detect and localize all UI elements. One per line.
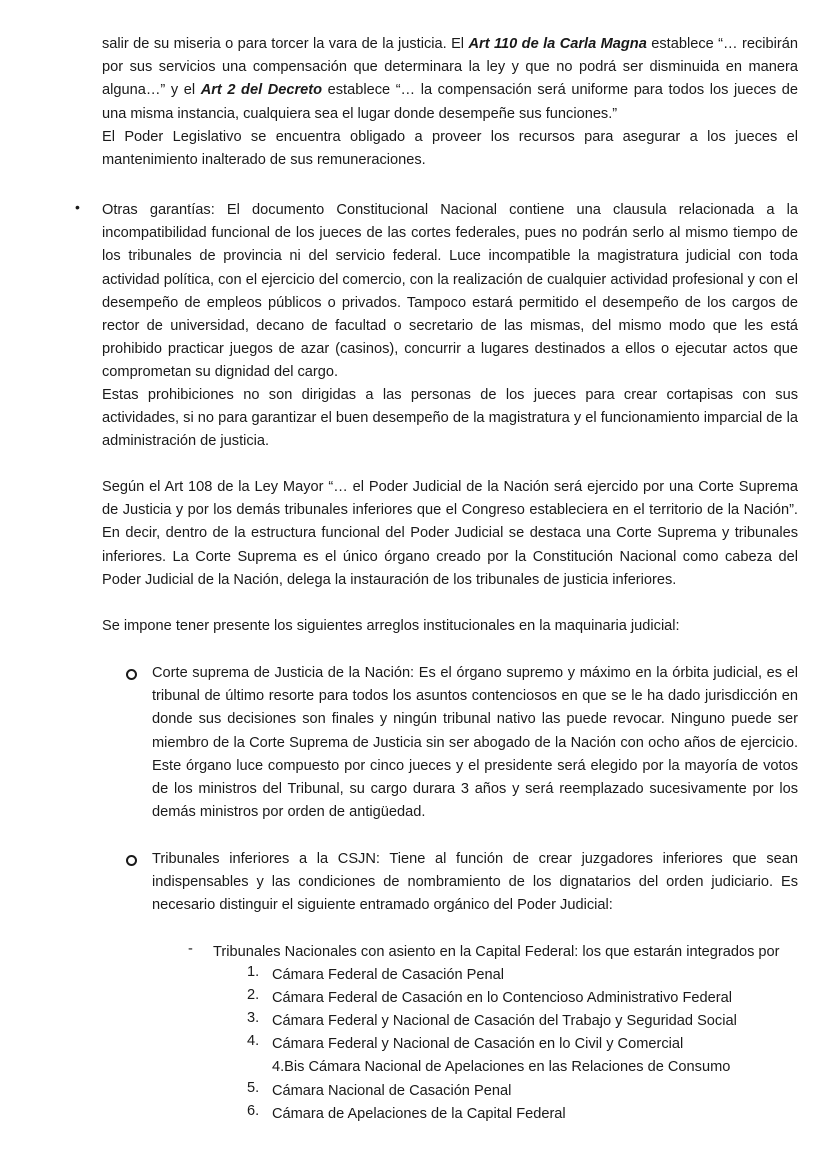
list-item: Cámara Nacional de Casación Penal <box>272 1083 512 1099</box>
paragraph-corte-suprema: Corte suprema de Justicia de la Nación: Es el órgano supremo y máximo en la órbita judicial, es el tribunal de último resorte para todos los asuntos contenciosos en que se le ha dado jurisdicción en donde sus decisiones son finales y ningún tribunal nativo las puede revocar. Ninguno puede ser miembro de la Corte Suprema de Justicia sin ser abogado de la Nación con ocho años de ejercicio. Este órgano luce compuesto por cinco jueces y el presidente será elegido por la mayoría de votos de los ministros del Tribunal, su cargo durara 3 años y será reemplazado sucesivamente por los demás ministros por orden de antigüedad. <box>152 665 798 821</box>
paragraph-remuneration <box>102 33 798 126</box>
paragraph-prohibitions: Estas prohibiciones no son dirigidas a las personas de los jueces para crear cortapisas con sus actividades, si no para garantizar el buen desempeño de la magistratura y el funcionamiento imparcial de la administración de justicia. <box>102 387 798 450</box>
list-number: 1. <box>247 964 260 980</box>
text-run: establece “… recibirán por sus servicios una compensación que determinara la ley y que no podrá ser disminuida en manera alguna…” y el <box>102 36 798 99</box>
list-number: 6. <box>247 1103 260 1119</box>
paragraph-legislative: El Poder Legislativo se encuentra obligado a proveer los recursos para asegurar a los jueces el mantenimiento inalterado de sus remuneraciones. <box>102 129 798 169</box>
circle-bullet-icon <box>126 855 137 866</box>
list-number: 4. <box>247 1033 260 1049</box>
list-number: 5. <box>247 1080 260 1096</box>
paragraph-other-guarantees: Otras garantías: El documento Constitucional Nacional contiene una clausula relacionada a la incompatibilidad funcional de los jueces de las cortes federales, pues no podrán serlo al mismo tiempo de los tribunales de provincia ni del servicio federal. Luce incompatible la magistratura judicial con toda actividad política, con el ejercicio del comercio, con la realización de cualquier actividad profesional y con el desempeño de empleos públicos o privados. Tampoco estará permitido el desempeño de los cargos de rector de universidad, decano de facultad o secretario de las mismas, del mismo modo que les está prohibido practicar juegos de azar (casinos), concurrir a lugares destinados a ellos o ejecutar actos que comprometan su dignidad del cargo. <box>102 202 798 381</box>
bullet-marker: • <box>75 199 80 215</box>
list-item: Cámara Federal y Nacional de Casación en lo Civil y Comercial <box>272 1036 684 1052</box>
dash-marker: - <box>188 941 193 957</box>
circle-bullet-icon <box>126 669 137 680</box>
text-run: establece “… la compensación será uniforme para todos los jueces de una misma instancia, cualquiera sea el lugar donde desempeñe sus funciones.” <box>102 82 798 122</box>
dash-item-tribunales-nacionales: Tribunales Nacionales con asiento en la Capital Federal: los que estarán integrados por <box>213 944 780 960</box>
paragraph-tribunales-inferiores: Tribunales inferiores a la CSJN: Tiene al función de crear juzgadores inferiores que sean indispensables y las condiciones de nombramiento de los dignatarios del orden judiciario. Es necesario distinguir el siguiente entramado orgánico del Poder Judicial: <box>152 851 798 914</box>
list-item-bis: 4.Bis Cámara Nacional de Apelaciones en las Relaciones de Consumo <box>272 1059 731 1075</box>
list-item: Cámara de Apelaciones de la Capital Federal <box>272 1106 566 1122</box>
list-item: Cámara Federal de Casación Penal <box>272 967 505 983</box>
list-item: Cámara Federal y Nacional de Casación del Trabajo y Seguridad Social <box>272 1013 737 1029</box>
list-item: Cámara Federal de Casación en lo Contencioso Administrativo Federal <box>272 990 732 1006</box>
list-number: 2. <box>247 987 260 1003</box>
paragraph-art-108: Según el Art 108 de la Ley Mayor “… el Poder Judicial de la Nación será ejercido por una Corte Suprema de Justicia y por los demás tribunales inferiores que el Congreso estableciera en el territorio de la Nación”. En decir, dentro de la estructura funcional del Poder Judicial se destaca una Corte Suprema y tribunales inferiores. La Corte Suprema es el único órgano creado por la Constitución Nacional como cabeza del Poder Judicial de la Nación, delega la instauración de los tribunales de justicia inferiores. <box>102 479 798 588</box>
text-run: salir de su miseria o para torcer la vara de la justicia. El <box>102 36 469 52</box>
bold-reference: Art 2 del Decreto <box>200 82 323 99</box>
paragraph-institutional: Se impone tener presente los siguientes arreglos institucionales en la maquinaria judicial: <box>102 618 680 634</box>
bold-reference: Art 110 de la Carla Magna <box>468 36 647 52</box>
list-number: 3. <box>247 1010 260 1026</box>
